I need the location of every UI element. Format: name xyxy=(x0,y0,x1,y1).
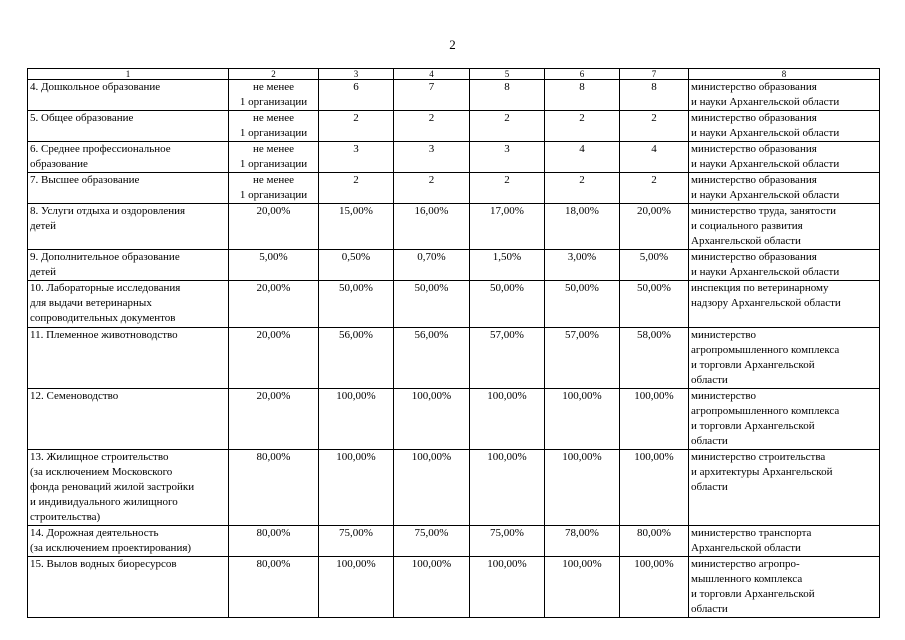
value-col-5: 3 xyxy=(504,143,510,155)
service-name: 5. Общее образование xyxy=(30,112,134,124)
value-col-7: 80,00% xyxy=(637,527,671,539)
value-col-6: 4 xyxy=(579,143,585,155)
value-col-5: 75,00% xyxy=(490,527,524,539)
service-name: 10. Лабораторные исследования для выдачи ветеринарных сопроводительных документов xyxy=(30,282,181,324)
value-col-5-cell xyxy=(470,173,545,204)
value-col-4: 100,00% xyxy=(411,390,452,402)
header-col-3: 3 xyxy=(319,69,394,80)
minimum-requirement-cell xyxy=(229,389,319,450)
value-col-4-cell xyxy=(394,281,470,328)
responsible-body: министерство образования и науки Архангельской области xyxy=(691,143,840,170)
minimum-requirement: не менее 1 организации xyxy=(239,174,308,201)
value-col-6: 57,00% xyxy=(565,329,599,341)
minimum-requirement: не менее 1 организации xyxy=(239,81,308,108)
service-name: 13. Жилищное строительство (за исключением Московского фонда реноваций жилой застройки и индивидуального жилищного строительства) xyxy=(30,451,195,523)
service-name: 15. Вылов водных биоресурсов xyxy=(30,558,177,570)
value-col-7: 20,00% xyxy=(637,205,671,217)
table-row xyxy=(28,250,880,281)
service-name-cell xyxy=(28,557,229,618)
service-name: 6. Среднее профессиональное образование xyxy=(30,143,171,170)
responsible-body: министерство транспорта Архангельской области xyxy=(691,527,812,554)
value-col-7: 58,00% xyxy=(637,329,671,341)
responsible-body: министерство образования и науки Архангельской области xyxy=(691,81,840,108)
service-name-cell xyxy=(28,80,229,111)
responsible-body-cell xyxy=(689,450,880,526)
value-col-5-cell xyxy=(470,328,545,389)
value-col-6-cell xyxy=(545,328,620,389)
minimum-requirement-cell xyxy=(229,450,319,526)
table-row xyxy=(28,450,880,526)
value-col-7: 5,00% xyxy=(639,251,669,263)
responsible-body-cell xyxy=(689,328,880,389)
minimum-requirement-cell xyxy=(229,281,319,328)
minimum-requirement-cell xyxy=(229,173,319,204)
value-col-4: 50,00% xyxy=(414,282,449,294)
value-col-6-cell xyxy=(545,450,620,526)
table-row xyxy=(28,389,880,450)
value-col-7-cell xyxy=(620,250,689,281)
minimum-requirement-cell xyxy=(229,250,319,281)
minimum-requirement: 80,00% xyxy=(256,451,291,463)
value-col-4: 56,00% xyxy=(414,329,449,341)
value-col-7-cell xyxy=(620,450,689,526)
value-col-3: 6 xyxy=(353,81,359,93)
value-col-4-cell xyxy=(394,111,470,142)
responsible-body: министерство агропромышленного комплекса и торговли Архангельской области xyxy=(691,329,840,386)
minimum-requirement-cell xyxy=(229,557,319,618)
responsible-body: министерство строительства и архитектуры Архангельской области xyxy=(691,451,833,493)
value-col-7-cell xyxy=(620,142,689,173)
value-col-4-cell xyxy=(394,450,470,526)
value-col-6-cell xyxy=(545,557,620,618)
value-col-6-cell xyxy=(545,389,620,450)
value-col-6: 8 xyxy=(579,81,585,93)
table-row xyxy=(28,526,880,557)
value-col-6: 100,00% xyxy=(562,451,602,463)
value-col-6: 18,00% xyxy=(565,205,599,217)
header-col-6: 6 xyxy=(545,69,620,80)
value-col-3-cell xyxy=(319,80,394,111)
minimum-requirement-cell xyxy=(229,328,319,389)
value-col-3: 100,00% xyxy=(336,558,376,570)
service-name: 12. Семеноводство xyxy=(30,390,119,402)
header-col-4: 4 xyxy=(394,69,470,80)
value-col-7: 50,00% xyxy=(637,282,671,294)
value-col-5-cell xyxy=(470,526,545,557)
service-name-cell xyxy=(28,142,229,173)
value-col-3-cell xyxy=(319,281,394,328)
value-col-3-cell xyxy=(319,557,394,618)
value-col-5: 8 xyxy=(504,81,510,93)
value-col-5: 100,00% xyxy=(487,451,527,463)
value-col-5-cell xyxy=(470,281,545,328)
responsible-body-cell xyxy=(689,250,880,281)
table-row xyxy=(28,281,880,328)
minimum-requirement: 20,00% xyxy=(256,282,291,294)
value-col-5-cell xyxy=(470,450,545,526)
minimum-requirement-cell xyxy=(229,111,319,142)
value-col-4: 16,00% xyxy=(414,205,449,217)
minimum-requirement: 80,00% xyxy=(256,558,291,570)
value-col-7: 4 xyxy=(651,143,657,155)
service-name-cell xyxy=(28,111,229,142)
value-col-6-cell xyxy=(545,111,620,142)
value-col-3-cell xyxy=(319,250,394,281)
responsible-body-cell xyxy=(689,80,880,111)
value-col-7: 2 xyxy=(651,174,657,186)
value-col-7-cell xyxy=(620,526,689,557)
value-col-4-cell xyxy=(394,173,470,204)
minimum-requirement: 5,00% xyxy=(259,251,288,263)
responsible-body: министерство образования и науки Архангельской области xyxy=(691,251,840,278)
value-col-5-cell xyxy=(470,80,545,111)
responsible-body: министерство труда, занятости и социального развития Архангельской области xyxy=(691,205,837,247)
value-col-3-cell xyxy=(319,389,394,450)
value-col-3-cell xyxy=(319,450,394,526)
value-col-6-cell xyxy=(545,250,620,281)
value-col-6-cell xyxy=(545,204,620,250)
table-row xyxy=(28,111,880,142)
minimum-requirement: не менее 1 организации xyxy=(239,143,308,170)
value-col-4: 2 xyxy=(428,174,435,186)
value-col-3: 0,50% xyxy=(341,251,371,263)
minimum-requirement-cell xyxy=(229,204,319,250)
value-col-4: 100,00% xyxy=(411,451,452,463)
value-col-7-cell xyxy=(620,173,689,204)
header-col-7: 7 xyxy=(620,69,689,80)
value-col-3-cell xyxy=(319,328,394,389)
value-col-6: 2 xyxy=(579,174,585,186)
value-col-5: 57,00% xyxy=(490,329,524,341)
value-col-4-cell xyxy=(394,142,470,173)
minimum-requirement: не менее 1 организации xyxy=(239,112,308,139)
value-col-6: 78,00% xyxy=(565,527,599,539)
value-col-7-cell xyxy=(620,281,689,328)
value-col-7-cell xyxy=(620,389,689,450)
minimum-requirement: 20,00% xyxy=(256,205,291,217)
responsible-body: инспекция по ветеринарному надзору Архангельской области xyxy=(691,282,841,309)
value-col-6-cell xyxy=(545,142,620,173)
service-name: 7. Высшее образование xyxy=(30,174,140,186)
value-col-5: 17,00% xyxy=(490,205,524,217)
minimum-requirement-cell xyxy=(229,526,319,557)
value-col-4: 100,00% xyxy=(411,558,452,570)
service-name: 8. Услуги отдыха и оздоровления детей xyxy=(30,205,186,232)
value-col-4-cell xyxy=(394,80,470,111)
responsible-body: министерство образования и науки Архангельской области xyxy=(691,112,840,139)
value-col-4: 7 xyxy=(428,81,435,93)
table-row xyxy=(28,142,880,173)
value-col-4-cell xyxy=(394,526,470,557)
value-col-5-cell xyxy=(470,250,545,281)
responsible-body: министерство образования и науки Архангельской области xyxy=(691,174,840,201)
table-row xyxy=(28,80,880,111)
value-col-6-cell xyxy=(545,526,620,557)
page-number: 2 xyxy=(449,37,456,52)
service-name-cell xyxy=(28,173,229,204)
value-col-7: 100,00% xyxy=(634,558,674,570)
value-col-4-cell xyxy=(394,204,470,250)
table-row xyxy=(28,557,880,618)
service-name: 11. Племенное животноводство xyxy=(30,329,178,341)
table-row xyxy=(28,173,880,204)
table-row xyxy=(28,204,880,250)
header-col-5: 5 xyxy=(470,69,545,80)
value-col-5: 100,00% xyxy=(487,390,527,402)
value-col-3-cell xyxy=(319,526,394,557)
value-col-7: 100,00% xyxy=(634,451,674,463)
value-col-3-cell xyxy=(319,142,394,173)
responsible-body-cell xyxy=(689,204,880,250)
value-col-5-cell xyxy=(470,557,545,618)
value-col-5: 2 xyxy=(504,112,510,124)
value-col-3: 3 xyxy=(353,143,359,155)
value-col-4-cell xyxy=(394,557,470,618)
value-col-3-cell xyxy=(319,173,394,204)
service-name: 4. Дошкольное образование xyxy=(30,81,161,93)
header-col-2: 2 xyxy=(229,69,319,80)
value-col-6-cell xyxy=(545,281,620,328)
responsible-body-cell xyxy=(689,281,880,328)
value-col-5: 2 xyxy=(504,174,510,186)
value-col-7-cell xyxy=(620,80,689,111)
minimum-requirement: 20,00% xyxy=(256,329,291,341)
value-col-3: 2 xyxy=(353,112,359,124)
responsible-body-cell xyxy=(689,389,880,450)
value-col-4: 0,70% xyxy=(417,251,446,263)
value-col-5-cell xyxy=(470,142,545,173)
responsible-body-cell xyxy=(689,526,880,557)
value-col-3: 56,00% xyxy=(339,329,373,341)
table-body xyxy=(28,80,880,618)
responsible-body-cell xyxy=(689,142,880,173)
minimum-requirement-cell xyxy=(229,142,319,173)
responsible-body-cell xyxy=(689,557,880,618)
service-name-cell xyxy=(28,450,229,526)
services-table xyxy=(27,68,880,618)
service-name-cell xyxy=(28,250,229,281)
value-col-7-cell xyxy=(620,557,689,618)
responsible-body: министерство агропро- мышленного комплекса и торговли Архангельской области xyxy=(691,558,815,615)
value-col-6: 3,00% xyxy=(567,251,597,263)
value-col-7-cell xyxy=(620,328,689,389)
value-col-6: 100,00% xyxy=(562,390,602,402)
value-col-3: 100,00% xyxy=(336,390,376,402)
value-col-6: 50,00% xyxy=(565,282,599,294)
service-name-cell xyxy=(28,389,229,450)
value-col-7-cell xyxy=(620,204,689,250)
service-name-cell xyxy=(28,526,229,557)
value-col-6: 2 xyxy=(579,112,585,124)
header-col-1: 1 xyxy=(28,69,229,80)
value-col-6-cell xyxy=(545,173,620,204)
value-col-3: 15,00% xyxy=(339,205,373,217)
value-col-5: 50,00% xyxy=(490,282,524,294)
table-row xyxy=(28,328,880,389)
service-name-cell xyxy=(28,281,229,328)
value-col-3: 75,00% xyxy=(339,527,373,539)
value-col-7: 100,00% xyxy=(634,390,674,402)
value-col-4: 75,00% xyxy=(414,527,449,539)
value-col-3-cell xyxy=(319,204,394,250)
value-col-4-cell xyxy=(394,328,470,389)
value-col-7-cell xyxy=(620,111,689,142)
value-col-3-cell xyxy=(319,111,394,142)
header-row xyxy=(28,69,880,80)
value-col-4-cell xyxy=(394,250,470,281)
value-col-4-cell xyxy=(394,389,470,450)
service-name-cell xyxy=(28,328,229,389)
value-col-7: 8 xyxy=(651,81,657,93)
value-col-4: 2 xyxy=(428,112,435,124)
value-col-7: 2 xyxy=(651,112,657,124)
responsible-body-cell xyxy=(689,173,880,204)
value-col-5: 1,50% xyxy=(492,251,522,263)
value-col-5-cell xyxy=(470,111,545,142)
value-col-5-cell xyxy=(470,204,545,250)
header-col-8: 8 xyxy=(689,69,880,80)
service-name: 14. Дорожная деятельность (за исключением проектирования) xyxy=(30,527,192,554)
service-name-cell xyxy=(28,204,229,250)
responsible-body: министерство агропромышленного комплекса и торговли Архангельской области xyxy=(691,390,840,447)
minimum-requirement: 80,00% xyxy=(256,527,291,539)
value-col-3: 100,00% xyxy=(336,451,376,463)
value-col-3: 50,00% xyxy=(339,282,373,294)
value-col-6: 100,00% xyxy=(562,558,602,570)
value-col-4: 3 xyxy=(428,143,435,155)
value-col-6-cell xyxy=(545,80,620,111)
value-col-5-cell xyxy=(470,389,545,450)
minimum-requirement-cell xyxy=(229,80,319,111)
responsible-body-cell xyxy=(689,111,880,142)
value-col-5: 100,00% xyxy=(487,558,527,570)
service-name: 9. Дополнительное образование детей xyxy=(30,251,180,278)
value-col-3: 2 xyxy=(353,174,359,186)
minimum-requirement: 20,00% xyxy=(256,390,291,402)
